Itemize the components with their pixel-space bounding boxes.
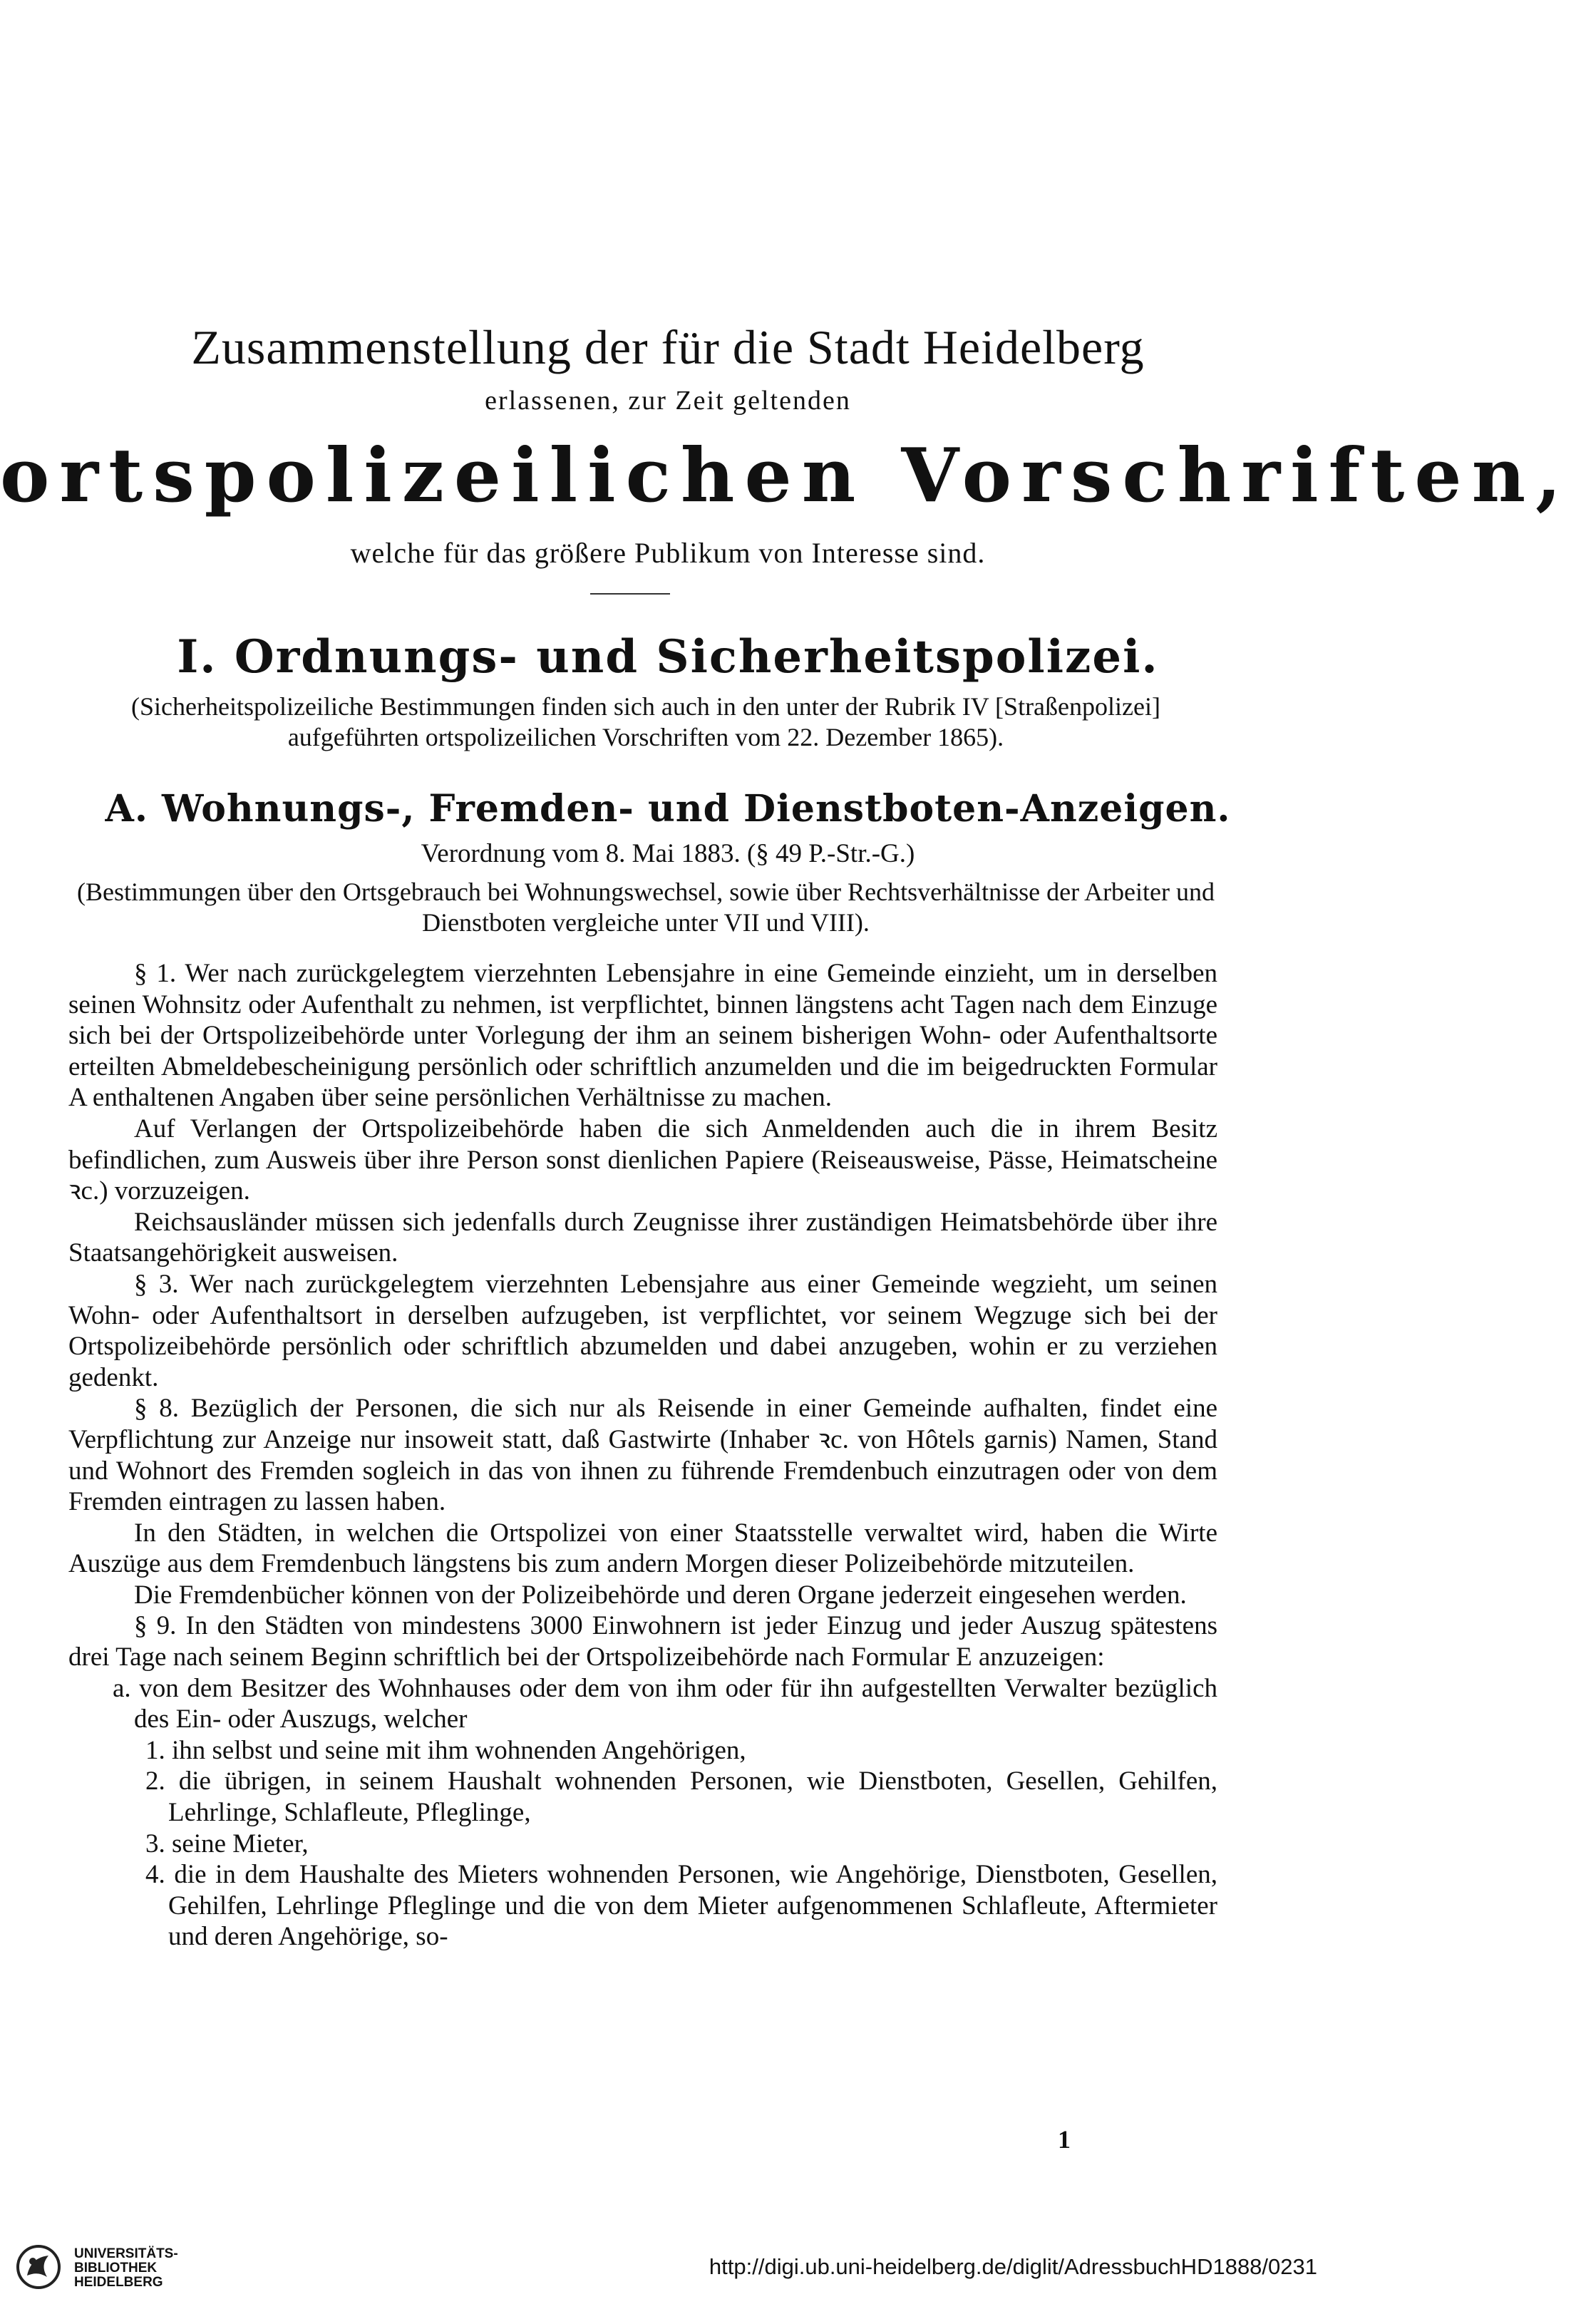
paragraph-8: § 9. In den Städten von mindestens 3000 Einwohnern ist jeder Einzug und jeder Auszug spätestens drei Tage nach seinem Beginn schriftlich bei der Ortspolizeibehörde nach Formular E anzuzeigen: bbox=[68, 1611, 1217, 1672]
paragraph-3: Reichsausländer müssen sich jedenfalls durch Zeugnisse ihrer zuständigen Heimatsbehörde über ihre Staatsangehörigkeit ausweisen. bbox=[68, 1207, 1217, 1268]
section-note: (Sicherheitspolizeiliche Bestimmungen finden sich auch in den unter der Rubrik IV [Straßenpolizei] aufgeführten ortspolizeilichen Vorschriften vom 22. Dezember 1865). bbox=[131, 692, 1160, 751]
source-url-link[interactable]: http://digi.ub.uni-heidelberg.de/diglit/AdressbuchHD1888/0231 bbox=[709, 2254, 1317, 2279]
ordinance-reference: Verordnung vom 8. Mai 1883. (§ 49 P.-Str.-G.) bbox=[421, 839, 915, 868]
page-title-line4: welche für das größere Publikum von Interesse sind. bbox=[350, 537, 986, 569]
library-name-line3: HEIDELBERG bbox=[74, 2275, 163, 2290]
page-title-line2: erlassenen, zur Zeit geltenden bbox=[485, 386, 851, 416]
page-title-main: ortspolizeilichen Vorschriften, bbox=[0, 431, 1571, 519]
subsection-heading: A. Wohnungs-, Fremden- und Dienstboten-Anzeigen. bbox=[105, 787, 1231, 831]
list-item-1: 1. ihn selbst und seine mit ihm wohnenden Angehörigen, bbox=[145, 1735, 746, 1765]
paragraph-2: Auf Verlangen der Ortspolizeibehörde haben die sich Anmeldenden auch die in ihrem Besitz befindlichen, zum Ausweis über ihre Person sonst dienlichen Papiere (Reiseausweise, Pässe, Heimatscheine ꝛc.) vorzuzeigen. bbox=[68, 1114, 1217, 1206]
paragraph-4: § 3. Wer nach zurückgelegtem vierzehnten Lebensjahre aus einer Gemeinde wegzieht, um seinen Wohn- oder Aufenthaltsort in derselben aufzugeben, ist verpflichtet, vor seinem Wegzuge sich bei der Ortspolizeibehörde persönlich oder schriftlich abzumelden und dabei anzugeben, wohin er zu verziehen gedenkt. bbox=[68, 1269, 1217, 1392]
list-item-2: 2. die übrigen, in seinem Haushalt wohnenden Personen, wie Dienstboten, Gesellen, Gehilfen, Lehrlinge, Schlafleute, Pfleglinge, bbox=[145, 1767, 1217, 1828]
section-heading: I. Ordnungs- und Sicherheitspolizei. bbox=[177, 630, 1159, 684]
paragraph-1: § 1. Wer nach zurückgelegtem vierzehnten Lebensjahre in eine Gemeinde einzieht, um in derselben seinen Wohnsitz oder Aufenthalt zu nehmen, ist verpflichtet, binnen längstens acht Tagen nach dem Einzuge sich bei der Ortspolizeibehörde unter Vorlegung der ihm an seinem bisherigen Wohn- oder Aufenthaltsorte erteilten Abmeldebescheinigung persönlich oder schriftlich anzumelden und die im beigedruckten Formular A enthaltenen Angaben über seine persönlichen Verhältnisse zu machen. bbox=[68, 959, 1217, 1113]
title-divider bbox=[590, 593, 670, 595]
library-logo-icon bbox=[16, 2244, 61, 2290]
paragraph-7: Die Fremdenbücher können von der Polizeibehörde und deren Organe jederzeit eingesehen werden. bbox=[134, 1580, 1187, 1610]
subsection-note: (Bestimmungen über den Ortsgebrauch bei Wohnungswechsel, sowie über Rechtsverhältnisse der Arbeiter und Dienstboten vergleiche unter VII und VIII). bbox=[76, 878, 1215, 937]
library-footer bbox=[0, 2238, 1336, 2295]
page-number: 1 bbox=[1058, 2125, 1071, 2154]
list-item-a: a. von dem Besitzer des Wohnhauses oder dem von ihm oder für ihn aufgestellten Verwalter bezüglich des Ein- oder Auszugs, welcher bbox=[113, 1673, 1217, 1734]
library-name-line1: UNIVERSITÄTS- bbox=[74, 2246, 178, 2261]
library-name-line2: BIBLIOTHEK bbox=[74, 2261, 158, 2276]
list-item-4: 4. die in dem Haushalte des Mieters wohnenden Personen, wie Angehörige, Dienstboten, Gesellen, Gehilfen, Lehrlinge Pfleglinge und die von dem Mieter aufgenommenen Schlafleute, Aftermieter und deren Angehörige, so- bbox=[145, 1860, 1217, 1952]
paragraph-5: § 8. Bezüglich der Personen, die sich nur als Reisende in einer Gemeinde aufhalten, findet eine Verpflichtung zur Anzeige nur insoweit statt, daß Gastwirte (Inhaber ꝛc. von Hôtels garnis) Namen, Stand und Wohnort des Fremden sogleich in das von ihnen zu führende Fremdenbuch einzutragen oder von dem Fremden eintragen zu lassen haben. bbox=[68, 1394, 1217, 1517]
list-item-3: 3. seine Mieter, bbox=[145, 1829, 309, 1858]
body-text bbox=[68, 958, 1217, 1953]
page-title-line1: Zusammenstellung der für die Stadt Heidelberg bbox=[191, 320, 1145, 374]
paragraph-6: In den Städten, in welchen die Ortspolizei von einer Staatsstelle verwaltet wird, haben die Wirte Auszüge aus dem Fremdenbuch längstens bis zum andern Morgen dieser Polizeibehörde mitzuteilen. bbox=[68, 1518, 1217, 1579]
library-name bbox=[74, 2247, 178, 2290]
obligation-list bbox=[68, 1673, 1217, 1953]
